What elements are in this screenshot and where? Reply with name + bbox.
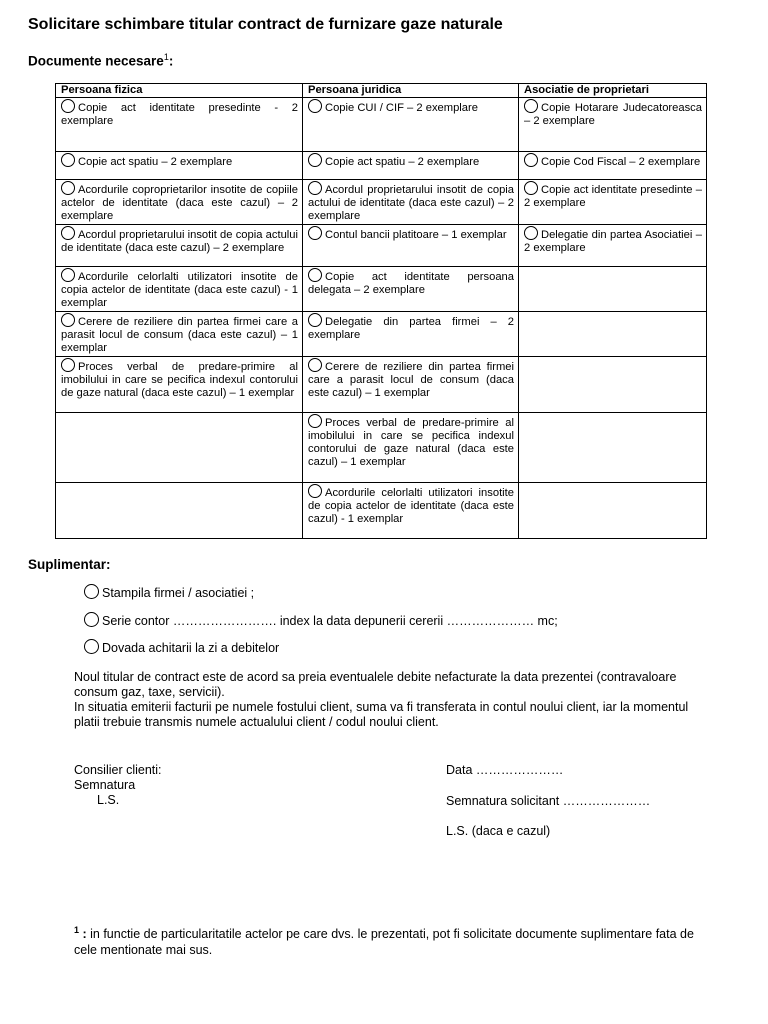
table-cell (303, 180, 519, 225)
table-row (56, 152, 707, 180)
solicitant-signature-field: Semnatura solicitant ………………… (446, 794, 651, 808)
document-item-label: Cerere de reziliere din partea firmei care a parasit locul de consum (daca este cazul) – 1 exemplar (308, 361, 514, 399)
page-title: Solicitare schimbare titular contract de furnizare gaze naturale (28, 16, 503, 33)
ls-optional-label: L.S. (daca e cazul) (446, 824, 551, 838)
document-item-label: Acordurile celorlalti utilizatori insotite de copia actelor de identitate (daca este cazul) - 1 exemplar (61, 271, 298, 309)
documents-heading-suffix: : (168, 53, 174, 69)
checkbox-circle-icon[interactable] (308, 99, 322, 113)
document-item-label: Copie act identitate persoana delegata – 2 exemplare (308, 271, 514, 296)
date-field: Data ………………… (446, 763, 564, 777)
table-cell (56, 180, 303, 225)
checkbox-circle-icon[interactable] (308, 226, 322, 240)
checkbox-circle-icon[interactable] (308, 358, 322, 372)
table-cell (519, 312, 707, 357)
radio-circle-icon[interactable] (84, 639, 99, 654)
table-cell (56, 413, 303, 483)
footnote (74, 922, 714, 958)
table-cell (519, 225, 707, 267)
document-item-label: Acordul proprietarului insotit de copia actului de identitate (daca este cazul) – 2 exemplare (308, 184, 514, 222)
table-row (56, 180, 707, 225)
document-item-label: Proces verbal de predare-primire al imobilului in care se pecifica indexul contorului de gaze natural (daca este cazul) – 1 exemplar (61, 361, 298, 399)
documents-heading (28, 52, 173, 69)
document-item-label: Acordurile coproprietarilor insotite de copiile actelor de identitate (daca este cazul) – 2 exemplare (61, 184, 298, 222)
table-cell (56, 98, 303, 152)
checkbox-circle-icon[interactable] (61, 313, 75, 327)
option-serie-contor[interactable] (84, 612, 558, 628)
table-cell (56, 483, 303, 539)
table-row (56, 312, 707, 357)
paragraph-line: In situatia emiterii facturii pe numele fostului client, suma va fi transferata in contul noului client, iar la momentul platii trebuie transmis numele actualului client / codul noului client. (74, 700, 689, 729)
table-cell (303, 98, 519, 152)
header-asociatie: Asociatie de proprietari (519, 84, 707, 98)
footnote-reference: 1 (163, 52, 169, 62)
checkbox-circle-icon[interactable] (61, 181, 75, 195)
footnote-mark: 1 (74, 925, 80, 935)
document-item-label: Copie CUI / CIF – 2 exemplare (325, 102, 478, 114)
footnote-text: in functie de particularitatile actelor pe care dvs. le prezentati, pot fi solicitate documente suplimentare fata de cele mentionate mai sus. (74, 927, 694, 958)
table-cell (303, 225, 519, 267)
table-cell (519, 267, 707, 312)
checkbox-circle-icon[interactable] (308, 153, 322, 167)
table-cell (519, 357, 707, 413)
table-cell (519, 98, 707, 152)
semnatura-label: Semnatura (74, 778, 136, 792)
document-item-label: Delegatie din partea Asociatiei – 2 exemplare (524, 229, 702, 254)
document-item-label: Copie Cod Fiscal – 2 exemplare (541, 156, 701, 168)
checkbox-circle-icon[interactable] (524, 226, 538, 240)
suplimentar-heading: Suplimentar: (28, 557, 111, 572)
table-header-row (56, 84, 707, 98)
table-row (56, 98, 707, 152)
document-item-label: Copie Hotarare Judecatoreasca – 2 exemplare (524, 102, 702, 127)
checkbox-circle-icon[interactable] (61, 358, 75, 372)
table-cell (303, 483, 519, 539)
table-cell (56, 152, 303, 180)
checkbox-circle-icon[interactable] (524, 153, 538, 167)
footnote-colon: : (79, 927, 87, 942)
radio-circle-icon[interactable] (84, 612, 99, 627)
radio-circle-icon[interactable] (84, 584, 99, 599)
document-item-label: Copie act identitate presedinte – 2 exemplare (524, 184, 702, 209)
checkbox-circle-icon[interactable] (61, 226, 75, 240)
option-label: Stampila firmei / asociatiei ; (102, 586, 255, 600)
acceptance-paragraph (74, 670, 714, 730)
table-cell (56, 312, 303, 357)
table-cell (303, 312, 519, 357)
document-item-label: Copie act identitate presedinte - 2 exemplare (61, 102, 298, 127)
header-persoana-juridica: Persoana juridica (303, 84, 519, 98)
table-cell (303, 413, 519, 483)
table-cell (519, 152, 707, 180)
table-cell (519, 180, 707, 225)
table-cell (56, 357, 303, 413)
option-label: Dovada achitarii la zi a debitelor (102, 641, 280, 655)
checkbox-circle-icon[interactable] (308, 414, 322, 428)
document-item-label: Acordurile celorlalti utilizatori insotite de copia actelor de identitate (daca este cazul) - 1 exemplar (308, 487, 514, 525)
checkbox-circle-icon[interactable] (308, 181, 322, 195)
checkbox-circle-icon[interactable] (524, 99, 538, 113)
document-item-label: Contul bancii platitoare – 1 exemplar (325, 229, 507, 241)
table-row (56, 267, 707, 312)
document-item-label: Cerere de reziliere din partea firmei care a parasit locul de consum (daca este cazul) – 1 exemplar (61, 316, 298, 354)
checkbox-circle-icon[interactable] (61, 153, 75, 167)
option-label: Serie contor ……………………. index la data depunerii cererii ………………… mc; (102, 614, 558, 628)
table-row (56, 483, 707, 539)
table-cell (519, 413, 707, 483)
document-item-label: Acordul proprietarului insotit de copia actului de identitate (daca este cazul) – 2 exemplare (61, 229, 298, 254)
option-dovada[interactable] (84, 639, 279, 655)
table-cell (56, 225, 303, 267)
table-cell (303, 267, 519, 312)
paragraph-line: Noul titular de contract este de acord sa preia eventualele debite nefacturate la data prezentei (contravaloare consum gaz, taxe, servicii). (74, 670, 677, 699)
checkbox-circle-icon[interactable] (61, 268, 75, 282)
checkbox-circle-icon[interactable] (61, 99, 75, 113)
document-item-label: Proces verbal de predare-primire al imobilului in care se pecifica indexul contorului de gaze natural (daca este cazul) – 1 exemplar (308, 417, 514, 468)
table-cell (519, 483, 707, 539)
checkbox-circle-icon[interactable] (524, 181, 538, 195)
header-persoana-fizica: Persoana fizica (56, 84, 303, 98)
table-row (56, 413, 707, 483)
table-cell (56, 267, 303, 312)
signature-left (74, 763, 162, 808)
documents-heading-label: Documente necesare (28, 53, 164, 69)
checkbox-circle-icon[interactable] (308, 484, 322, 498)
table-row (56, 225, 707, 267)
table-row (56, 357, 707, 413)
ls-label: L.S. (97, 793, 120, 807)
documents-table (55, 83, 707, 539)
checkbox-circle-icon[interactable] (308, 313, 322, 327)
consilier-label: Consilier clienti: (74, 763, 162, 777)
checkbox-circle-icon[interactable] (308, 268, 322, 282)
table-cell (303, 357, 519, 413)
document-item-label: Copie act spatiu – 2 exemplare (325, 156, 480, 168)
table-cell (303, 152, 519, 180)
option-stampila[interactable] (84, 584, 254, 600)
document-item-label: Copie act spatiu – 2 exemplare (78, 156, 233, 168)
document-item-label: Delegatie din partea firmei – 2 exemplare (308, 316, 514, 341)
